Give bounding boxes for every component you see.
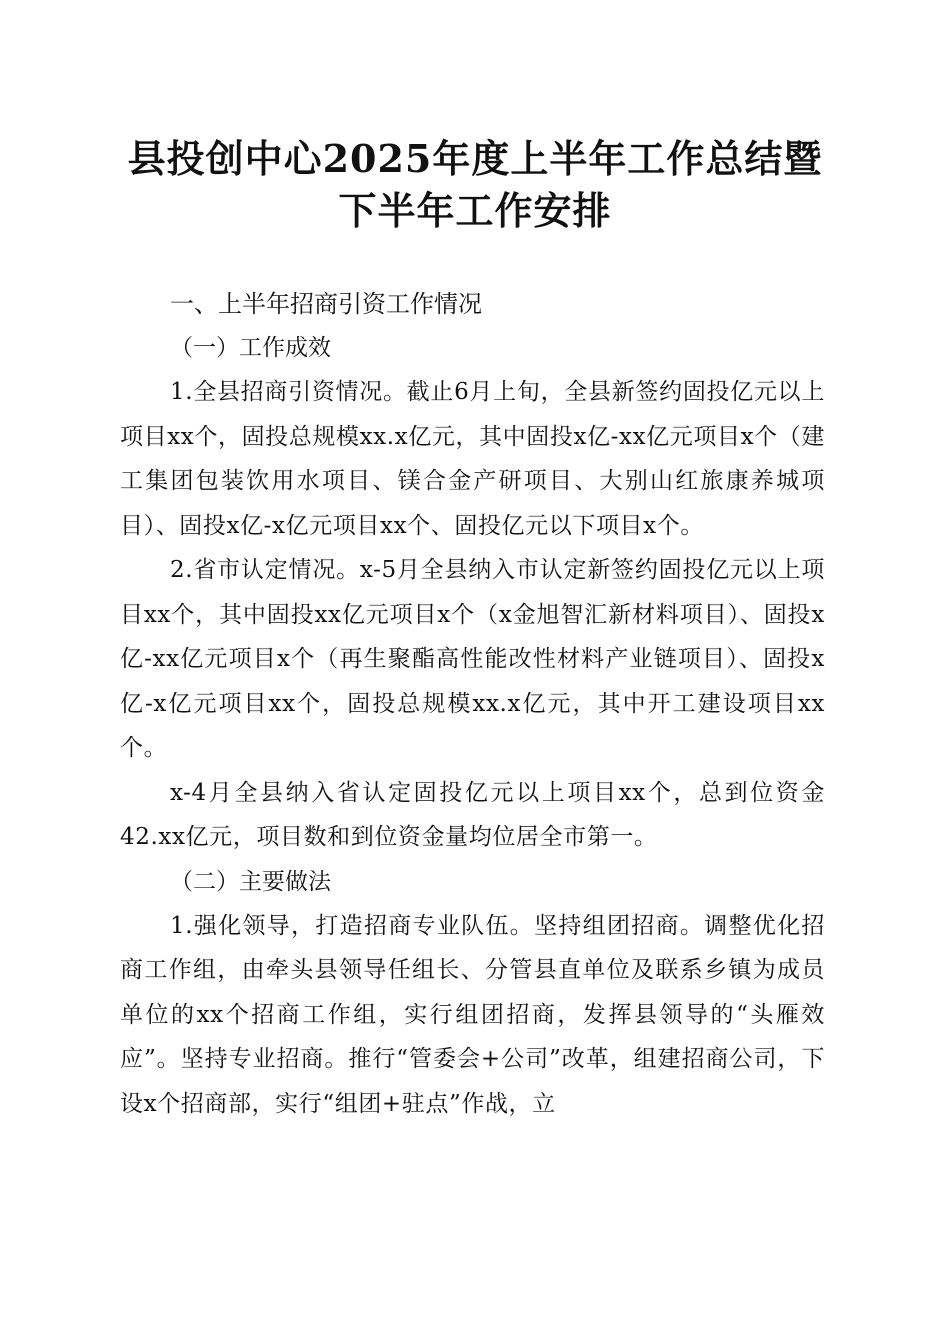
section-heading: 一、上半年招商引资工作情况 — [170, 290, 482, 318]
paragraph-provincial-recognized-projects: x-4月全县纳入省认定固投亿元以上项目xx个，总到位资金42.xx亿元，项目数和到位资金量均位居全市第一。 — [120, 779, 825, 850]
subsection-heading-methods: （二）主要做法 — [170, 868, 331, 895]
paragraph-strengthen-leadership: 1.强化领导，打造招商专业队伍。坚持组团招商。调整优化招商工作组，由牵头县领导任组长、分管县直单位及联系乡镇为成员单位的xx个招商工作组，实行组团招商，发挥县领导的“头雁效应”。坚持专业招商。推行“管委会+公司”改革，组建招商公司，下设x个招商部，实行“组团+驻点”作战，立 — [120, 912, 825, 1117]
paragraph-provincial-city-recognition: 2.省市认定情况。x-5月全县纳入市认定新签约固投亿元以上项目xx个，其中固投xx亿元项目x个（x金旭智汇新材料项目）、固投x亿-xx亿元项目x个（再生聚酯高性能改性材料产业链项目）、固投x亿-x亿元项目xx个，固投总规模xx.x亿元，其中开工建设项目xx个。 — [120, 557, 825, 761]
document-title: 县投创中心2025年度上半年工作总结暨下半年工作安排 — [127, 136, 823, 233]
paragraph-county-investment: 1.全县招商引资情况。截止6月上旬，全县新签约固投亿元以上项目xx个，固投总规模xx.x亿元，其中固投x亿-xx亿元项目x个（建工集团包装饮用水项目、镁合金产研项目、大别山红旅康养城项目）、固投x亿-x亿元项目xx个、固投亿元以下项目x个。 — [120, 379, 825, 539]
document-body — [120, 282, 825, 1126]
subsection-heading-results: （一）工作成效 — [170, 335, 331, 361]
